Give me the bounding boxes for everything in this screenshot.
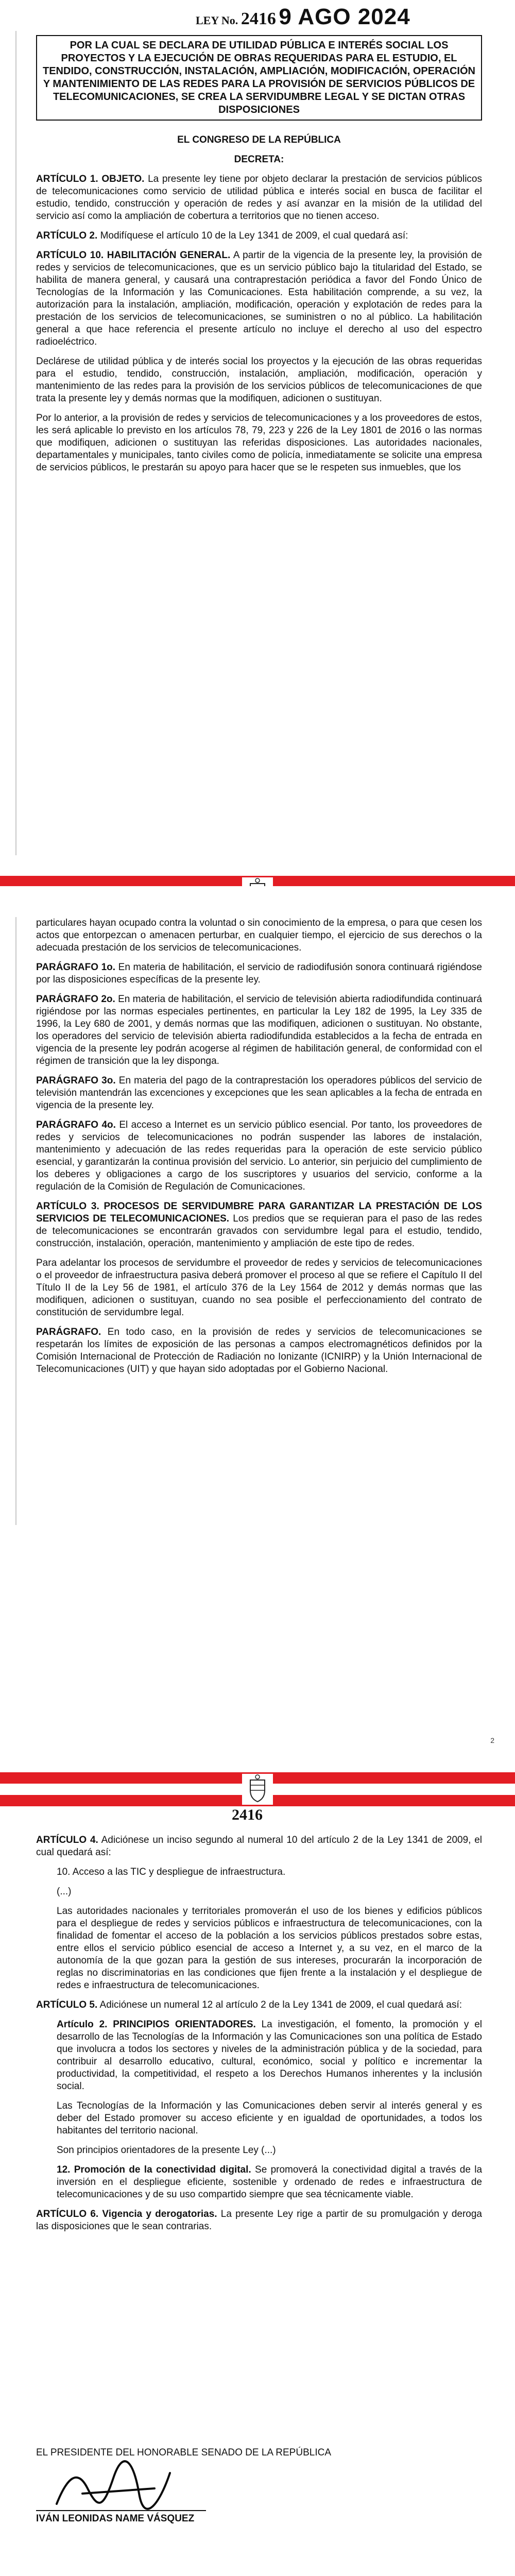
paragraph-4-label: PARÁGRAFO 4o.: [36, 1120, 116, 1130]
signature-mark: [52, 2458, 185, 2514]
margin-line: [15, 31, 16, 855]
paragraph-3-label: PARÁGRAFO 3o.: [36, 1075, 116, 1086]
paragraph-tecnologias: Las Tecnologías de la Información y las Comunicaciones deben servir al interés general y es deber del Estado promover su acceso eficiente y en igualdad de oportunidades, a todos los habitantes del territorio nacional.: [57, 2100, 482, 2136]
article-1-text: La presente ley tiene por objeto declarar la prestación de servicios públicos de telecomunicaciones como servicio de utilidad pública e interés social en busca de facilitar el estudio, tendido, construcción y operación de redes y así avanzar en la misión de la utilidad del servicio así como la ampliación de cobertura a territorios que no tienen acceso.: [36, 174, 482, 222]
article-2-principles: [57, 2019, 482, 2093]
paragraph-2: [36, 993, 482, 1067]
numeral-12-label: 12. Promoción de la conectividad digital.: [57, 2164, 251, 2175]
bill-number: 2416: [232, 1806, 263, 1823]
paragraph-declarese: Declárese de utilidad pública y de interés social los proyectos y la ejecución de las obras requeridas para el estudio, tendido, construcción, instalación, ampliación, modificación, operación y mantenimiento de las redes para la provisión de los servicios públicos de telecomunicaciones de que trata la presente ley y demás normas que la modifiquen, adicionen o sustituyan.: [36, 356, 482, 404]
article-2: [36, 230, 482, 242]
coat-of-arms-icon: [241, 1773, 274, 1806]
article-1: [36, 173, 482, 223]
page-1-body: [36, 32, 482, 481]
paragraph-1-label: PARÁGRAFO 1o.: [36, 962, 116, 973]
article-2-label: ARTÍCULO 2.: [36, 230, 98, 241]
page-number: 2: [490, 1736, 494, 1744]
page-3: [0, 1793, 515, 2576]
article-10-text: A partir de la vigencia de la presente ley, la provisión de redes y servicios de telecomunicaciones, que es un servicio público bajo la titularidad del Estado, se habilita de manera general, y causará una contraprestación periódica a favor del Fondo Único de Tecnologías de la Información y las Comunicaciones. Esta habilitación comprende, a su vez, la autorización para la instalación, ampliación, modificación, operación y explotación de redes para la prestación de los servicios de telecomunicaciones, se suministren o no al público. La habilitación general a que hace referencia el presente artículo no incluye el derecho al uso del espectro radioeléctrico.: [36, 250, 483, 347]
signature-line: [36, 2510, 206, 2511]
article-4: [36, 1834, 482, 1859]
senate-president-name: IVÁN LEONIDAS NAME VÁSQUEZ: [36, 2513, 195, 2524]
paragraph-4: [36, 1119, 482, 1193]
paragraph-4-text: El acceso a Internet es un servicio público esencial. Por tanto, los proveedores de redes y servicios de telecomunicaciones no podrán suspender las labores de instalación, mantenimiento y adecuación de las redes requeridas para la operación de este servicio público esencial, y garantizarán la continua provisión del servicio. Lo anterior, sin perjuicio del cumplimiento de los deberes y obligaciones a cargo de los suscriptores y usuarios del servicio, conforme a la regulación de la Comisión de Regulación de Comunicaciones.: [36, 1120, 483, 1192]
article-2-principles-text: La investigación, el fomento, la promoción y el desarrollo de las Tecnologías de la Información y las Comunicaciones son una política de Estado que involucra a todos los sectores y niveles de la administración pública y de la sociedad, para contribuir al desarrollo educativo, cultural, económico, social y político e incrementar la productividad, la competitividad, el respeto a los Derechos Humanos inherentes y la inclusión social.: [57, 2019, 482, 2092]
paragraph-3: [36, 1075, 482, 1112]
paragraph-1-text: En materia de habilitación, el servicio de radiodifusión sonora continuará rigiéndose por las disposiciones específicas de la presente ley.: [36, 962, 483, 985]
bill-prefix: LEY No.: [196, 14, 238, 27]
article-10: [36, 249, 482, 348]
article-2-principles-label: Artículo 2. PRINCIPIOS ORIENTADORES.: [57, 2019, 256, 2030]
paragraph-2-label: PARÁGRAFO 2o.: [36, 994, 115, 1005]
page-2: [0, 886, 515, 1793]
article-4-label: ARTÍCULO 4.: [36, 1835, 98, 1845]
article-1-label: ARTÍCULO 1. OBJETO.: [36, 174, 145, 184]
congress-heading: EL CONGRESO DE LA REPÚBLICA: [177, 134, 341, 145]
paragraph-adelantar: Para adelantar los procesos de servidumbre el proveedor de redes y servicios de telecomunicaciones o el proveedor de infraestructura pasiva deberá promover el proceso al que se refiere el Capítulo II del Título II de la Ley 56 de 1981, el artículo 376 de la Ley 1564 de 2012 y demás normas que las modifiquen, adicionen o sustituyan, cuando no sea posible el perfeccionamiento del contrato de constitución de servidumbre legal.: [36, 1258, 482, 1318]
senate-president-signature-block: [36, 2447, 482, 2524]
senate-president-role: EL PRESIDENTE DEL HONORABLE SENADO DE LA REPÚBLICA: [36, 2447, 331, 2458]
article-10-label: ARTÍCULO 10. HABILITACIÓN GENERAL.: [36, 250, 231, 261]
paragraph-final-text: En todo caso, en la provisión de redes y servicios de telecomunicaciones se respetarán los límites de exposición de las personas a campos electromagnéticos definidos por la Comisión Internacional de Protección de Radiación no Ionizante (ICNIRP) y la Unión Internacional de Telecomunicaciones (UIT) y que hayan sido adoptadas por el Gobierno Nacional.: [36, 1327, 483, 1375]
page-1: [0, 0, 515, 886]
article-4-text: Adiciónese un inciso segundo al numeral 10 del artículo 2 de la Ley 1341 de 2009, el cual quedará así:: [36, 1835, 483, 1858]
bill-number-header: [196, 4, 410, 30]
article-6-text: La presente Ley rige a partir de su promulgación y deroga las disposiciones que le sean contrarias.: [36, 2209, 483, 2232]
margin-line: [15, 917, 16, 1525]
paragraph-2-text: En materia de habilitación, el servicio de televisión abierta radiodifundida continuará rigiéndose por las normas especiales pertinentes, en particular la Ley 182 de 1995, la Ley 335 de 1996, la Ley 680 de 2001, y demás normas que las modifiquen, adicionen o sustituyan. No obstante, los operadores del servicio de televisión abierta radiodifundida establecidos a la fecha de entrada en vigencia de la presente ley podrán acogerse al régimen de habilitación general, de conformidad con el régimen de transición que la ley disponga.: [36, 994, 482, 1066]
stamp-date: 9 AGO 2024: [279, 4, 410, 29]
article-3-label: ARTÍCULO 3. PROCESOS DE SERVIDUMBRE PARA GARANTIZAR LA PRESTACIÓN DE LOS SERVICIOS DE TELECOMUNICACIONES.: [36, 1201, 482, 1224]
page-2-body: [36, 917, 482, 1383]
paragraph-son-principios: Son principios orientadores de la presente Ley (...): [57, 2145, 276, 2156]
article-3: [36, 1200, 482, 1250]
paragraph-1: [36, 961, 482, 986]
law-title: POR LA CUAL SE DECLARA DE UTILIDAD PÚBLICA E INTERÉS SOCIAL LOS PROYECTOS Y LA EJECUCIÓN DE OBRAS REQUERIDAS PARA EL ESTUDIO, EL TENDIDO, CONSTRUCCIÓN, INSTALACIÓN, AMPLIACIÓN, MODIFICACIÓN, OPERACIÓN Y MANTENIMIENTO DE LAS REDES PARA LA PROVISIÓN DE SERVICIOS PÚBLICOS DE TELECOMUNICACIONES, SE CREA LA SERVIDUMBRE LEGAL Y SE DICTAN OTRAS DISPOSICIONES: [36, 35, 482, 121]
paragraph-autoridades: Las autoridades nacionales y territoriales promoverán el uso de los bienes y edificios públicos para el despliegue de redes y servicios públicos e infraestructura de telecomunicaciones, con la finalidad de fomentar el acceso de la población a los servicios públicos prestados sobre estas, entre ellos el servicio público esencial de acceso a Internet y, a su vez, en el marco de la autonomía de la que gozan para la gestión de sus intereses, procurarán la incorporación de reglas no discriminatorias en las condiciones que fijen frente a la instalación y el despliegue de redes e infraestructura de telecomunicaciones.: [57, 1906, 482, 1991]
numeral-12: [57, 2164, 482, 2201]
page-3-body: [36, 1834, 482, 2240]
bill-number: 2416: [241, 9, 276, 28]
article-2-text: Modifíquese el artículo 10 de la Ley 1341 de 2009, el cual quedará así:: [100, 230, 408, 241]
paragraph-continuation: particulares hayan ocupado contra la voluntad o sin conocimiento de la empresa, o para que cesen los actos que entorpezcan o amenacen perturbar, en cualquier tiempo, el ejercicio de sus derechos o la adecuada prestación de los servicios de telecomunicaciones.: [36, 918, 482, 953]
numeral-10: 10. Acceso a las TIC y despliegue de infraestructura.: [57, 1867, 286, 1877]
paragraph-por-lo-anterior: Por lo anterior, a la provisión de redes y servicios de telecomunicaciones y a los proveedores de estos, les será aplicable lo previsto en los artículos 78, 79, 223 y 226 de la Ley 1801 de 2016 o las normas que modifiquen, adicionen o sustituyan las referidas disposiciones. Las autoridades nacionales, departamentales y municipales, tanto civiles como de policía, inmediatamente se solicite una empresa de servicios públicos, le prestarán su apoyo para hacer que se le respeten sus inmuebles, que los: [36, 413, 483, 473]
article-6: [36, 2208, 482, 2233]
article-5-label: ARTÍCULO 5.: [36, 1999, 98, 2010]
paragraph-3-text: En materia del pago de la contraprestación los operadores públicos del servicio de televisión mantendrán las excenciones y excepciones que les sean aplicables a la fecha de entrada en vigencia de la presente ley.: [36, 1075, 483, 1111]
numeral-12-text: Se promoverá la conectividad digital a través de la inversión en el despliegue eficiente, sostenible y ordenado de redes e infraestructura de telecomunicaciones y de su uso compartido siempre que sea técnicamente viable.: [57, 2164, 483, 2200]
paragraph-final-label: PARÁGRAFO.: [36, 1327, 101, 1337]
article-5: [36, 1999, 482, 2011]
article-5-text: Adiciónese un numeral 12 al artículo 2 de la Ley 1341 de 2009, el cual quedará así:: [99, 1999, 462, 2010]
decreta-heading: DECRETA:: [234, 154, 284, 165]
paragraph-final: [36, 1326, 482, 1376]
ellipsis: (...): [57, 1886, 72, 1897]
article-3-text: Los predios que se requieran para el paso de las redes de telecomunicaciones se encontrarán gravados con servidumbre legal para el estudio, tendido, construcción, instalación, operación, mantenimiento y ampliación de este tipo de redes.: [36, 1213, 483, 1249]
article-6-label: ARTÍCULO 6. Vigencia y derogatorias.: [36, 2209, 217, 2219]
